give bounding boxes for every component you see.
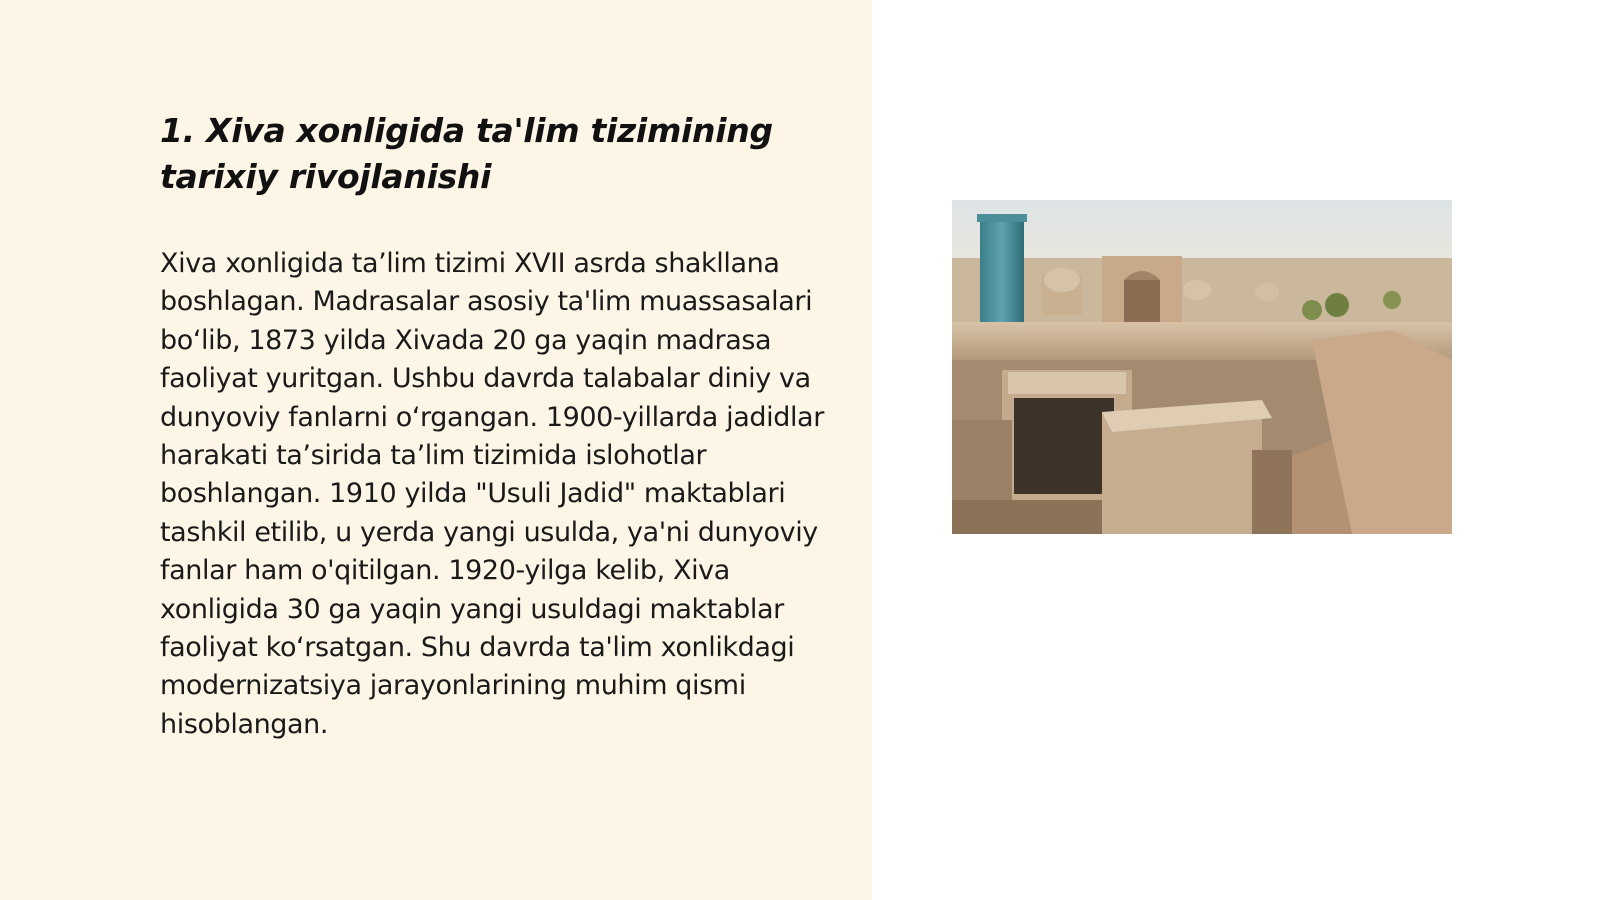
khiva-city-photo (952, 200, 1452, 534)
slide-body-text: Xiva xonligida ta’lim tizimi XVII asrda shakllana boshlagan. Madrasalar asosiy ta'lim muassasalari bo‘lib, 1873 yilda Xivada 20 ga yaqin madrasa faoliyat yuritgan. Ushbu davrda talabalar diniy va dunyoviy fanlarni o‘rgangan. 1900-yillarda jadidlar harakati ta’sirida ta’lim tizimida islohotlar boshlangan. 1910 yilda "Usuli Jadid" maktablari tashkil etilib, u yerda yangi usulda, ya'ni dunyoviy fanlar ham o'qitilgan. 1920-yilga kelib, Xiva xonligida 30 ga yaqin yangi usuldagi maktablar faoliyat ko‘rsatgan. Shu davrda ta'lim xonlikdagi modernizatsiya jarayonlarining muhim qismi hisoblangan. (160, 248, 824, 740)
slide-title: 1. Xiva xonligida ta'lim tizimining tarixiy rivojlanishi (160, 111, 773, 196)
